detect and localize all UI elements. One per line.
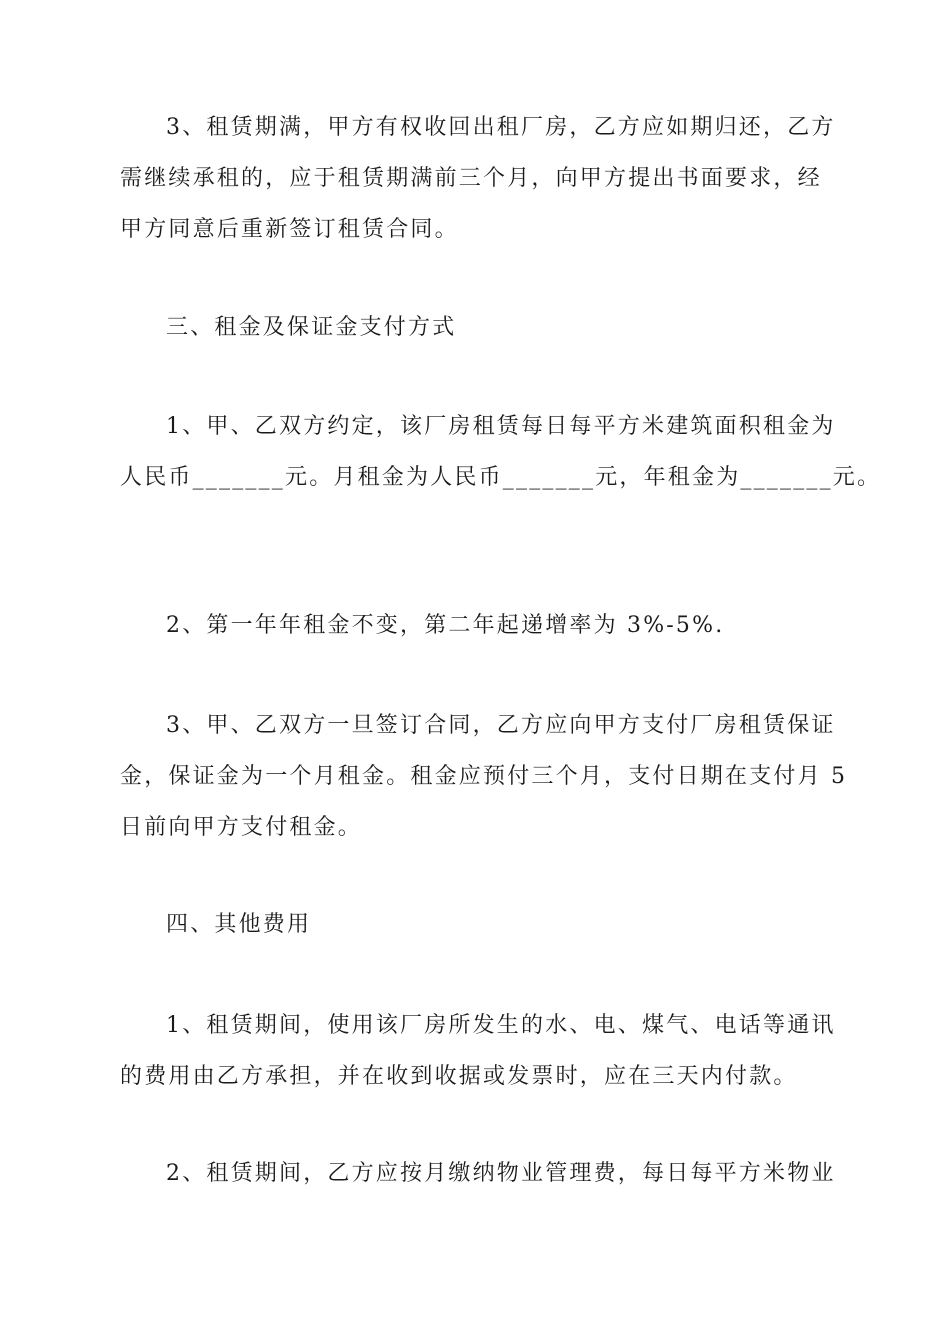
clause-2-item-3 [120,102,840,255]
text-line: 甲方同意后重新签订租赁合同。 [120,217,459,242]
text-line: 3、租赁期满，甲方有权收回出租厂房，乙方应如期归还，乙方 [166,115,836,140]
clause-4-item-2 [120,1148,840,1199]
clause-3-item-2 [120,600,840,651]
section-heading-3: 三、租金及保证金支付方式 [166,315,457,340]
clause-3-item-3 [120,700,848,853]
text-line: 金，保证金为一个月租金。租金应预付三个月，支付日期在支付月 5 [120,764,848,789]
text-line: 3、甲、乙双方一旦签订合同，乙方应向甲方支付厂房租赁保证 [166,713,836,738]
text-line: 1、甲、乙双方约定，该厂房租赁每日每平方米建筑面积租金为 [166,414,836,439]
text-line: 人民币_______元。月租金为人民币_______元，年租金为_______元。 [120,465,882,490]
text-line: 2、租赁期间，乙方应按月缴纳物业管理费，每日每平方米物业 [166,1161,836,1186]
clause-4-item-1 [120,1000,840,1102]
clause-3-item-1 [120,401,882,503]
text-line: 需继续承租的，应于租赁期满前三个月，向甲方提出书面要求，经 [120,166,822,191]
section-heading-4: 四、其他费用 [166,912,312,937]
text-line: 1、租赁期间，使用该厂房所发生的水、电、煤气、电话等通讯 [166,1013,836,1038]
text-line: 2、第一年年租金不变，第二年起递增率为 3%-5%. [166,613,725,638]
text-line: 的费用由乙方承担，并在收到收据或发票时，应在三天内付款。 [120,1064,798,1089]
text-line: 日前向甲方支付租金。 [120,815,363,840]
